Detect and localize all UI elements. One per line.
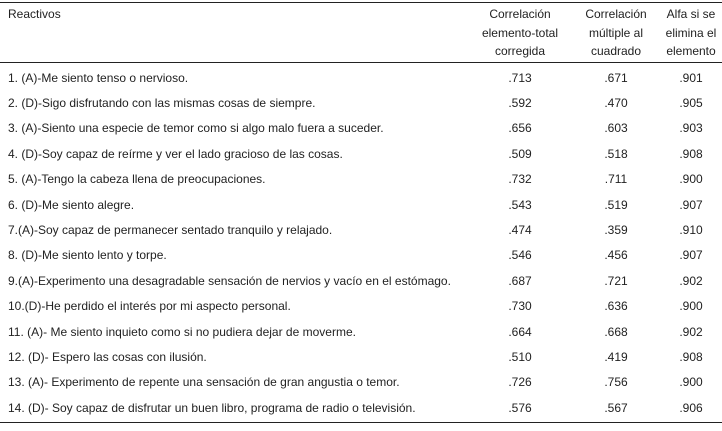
cell-item-text: 11. (A)- Me siento inquieto como si no pudiera dejar de moverme.: [8, 324, 356, 339]
cell-alpha-if-deleted: .902: [679, 324, 703, 339]
cell-corrected-item-total: .510: [508, 349, 532, 364]
table-header: [0, 3, 722, 63]
cell-corrected-item-total: .730: [508, 299, 532, 314]
header-line: Alfa si se: [666, 7, 716, 21]
cell-squared-multiple: .359: [604, 223, 628, 238]
cell-alpha-if-deleted: .908: [679, 146, 703, 161]
cell-alpha-if-deleted: .905: [679, 96, 703, 111]
cell-item-text: 3. (A)-Siento una especie de temor como si algo malo fuera a suceder.: [8, 121, 384, 136]
table-row: [0, 65, 722, 90]
table-row: [0, 192, 722, 217]
cell-alpha-if-deleted: .901: [679, 70, 703, 85]
header-line: elemento-total: [481, 25, 559, 40]
cell-alpha-if-deleted: .910: [679, 223, 703, 238]
cell-corrected-item-total: .687: [508, 273, 532, 288]
table-row: [0, 268, 722, 293]
cell-item-text: 9.(A)-Experimento una desagradable sensación de nervios y vacío en el estómago.: [8, 273, 451, 288]
table-row: [0, 116, 722, 141]
table-row: [0, 294, 722, 319]
cell-squared-multiple: .668: [604, 324, 628, 339]
cell-squared-multiple: .711: [604, 172, 628, 187]
cell-squared-multiple: .470: [604, 96, 628, 111]
cell-corrected-item-total: .732: [508, 172, 532, 187]
header-reactivos: Reactivos: [8, 7, 61, 21]
table-row: [0, 141, 722, 166]
cell-squared-multiple: .721: [604, 273, 628, 288]
cell-squared-multiple: .756: [604, 375, 628, 390]
cell-item-text: 8. (D)-Me siento lento y torpe.: [8, 248, 167, 263]
table-body: [0, 63, 722, 422]
cell-corrected-item-total: .726: [508, 375, 532, 390]
header-alpha-if-deleted: [660, 3, 722, 62]
cell-item-text: 10.(D)-He perdido el interés por mi aspecto personal.: [8, 299, 291, 314]
header-line: elemento: [666, 44, 716, 58]
cell-alpha-if-deleted: .900: [679, 299, 703, 314]
cell-corrected-item-total: .576: [508, 400, 532, 415]
cell-corrected-item-total: .713: [508, 70, 532, 85]
table-row: [0, 319, 722, 344]
cell-corrected-item-total: .656: [508, 121, 532, 136]
cell-alpha-if-deleted: .907: [679, 248, 703, 263]
table-row: [0, 90, 722, 115]
cell-squared-multiple: .636: [604, 299, 628, 314]
cell-squared-multiple: .671: [604, 70, 628, 85]
cell-item-text: 2. (D)-Sigo disfrutando con las mismas cosas de siempre.: [8, 96, 316, 111]
cell-item-text: 5. (A)-Tengo la cabeza llena de preocupaciones.: [8, 172, 266, 187]
reliability-table: [0, 2, 722, 423]
cell-alpha-if-deleted: .900: [679, 375, 703, 390]
cell-item-text: 6. (D)-Me siento alegre.: [8, 197, 135, 212]
cell-corrected-item-total: .509: [508, 146, 532, 161]
cell-squared-multiple: .456: [604, 248, 628, 263]
header-line: elimina el: [665, 25, 717, 40]
header-line: cuadrado: [590, 44, 642, 58]
table-row: [0, 243, 722, 268]
cell-item-text: 14. (D)- Soy capaz de disfrutar un buen libro, programa de radio o televisión.: [8, 400, 416, 415]
cell-alpha-if-deleted: .902: [679, 273, 703, 288]
header-line: corregida: [494, 44, 546, 58]
cell-squared-multiple: .518: [604, 146, 628, 161]
cell-alpha-if-deleted: .908: [679, 349, 703, 364]
cell-corrected-item-total: .543: [508, 197, 532, 212]
cell-alpha-if-deleted: .903: [679, 121, 703, 136]
table-row: [0, 344, 722, 369]
cell-alpha-if-deleted: .900: [679, 172, 703, 187]
header-line: Correlación: [585, 7, 647, 21]
cell-item-text: 7.(A)-Soy capaz de permanecer sentado tranquilo y relajado.: [8, 223, 333, 238]
cell-alpha-if-deleted: .906: [679, 400, 703, 415]
cell-corrected-item-total: .592: [508, 96, 532, 111]
header-squared-multiple: [572, 3, 660, 62]
cell-squared-multiple: .419: [604, 349, 628, 364]
header-line: múltiple al: [588, 25, 644, 40]
header-line: Correlación: [489, 7, 551, 21]
table-row: [0, 370, 722, 395]
cell-corrected-item-total: .546: [508, 248, 532, 263]
cell-alpha-if-deleted: .907: [679, 197, 703, 212]
cell-squared-multiple: .519: [604, 197, 628, 212]
header-corrected-item-total: [468, 3, 572, 62]
cell-corrected-item-total: .474: [508, 223, 532, 238]
cell-item-text: 12. (D)- Espero las cosas con ilusión.: [8, 349, 207, 364]
cell-item-text: 4. (D)-Soy capaz de reírme y ver el lado gracioso de las cosas.: [8, 146, 343, 161]
cell-corrected-item-total: .664: [508, 324, 532, 339]
table-row: [0, 217, 722, 242]
cell-item-text: 13. (A)- Experimento de repente una sensación de gran angustia o temor.: [8, 375, 400, 390]
cell-squared-multiple: .603: [604, 121, 628, 136]
table-row: [0, 395, 722, 420]
cell-item-text: 1. (A)-Me siento tenso o nervioso.: [8, 70, 189, 85]
table-row: [0, 167, 722, 192]
cell-squared-multiple: .567: [604, 400, 628, 415]
